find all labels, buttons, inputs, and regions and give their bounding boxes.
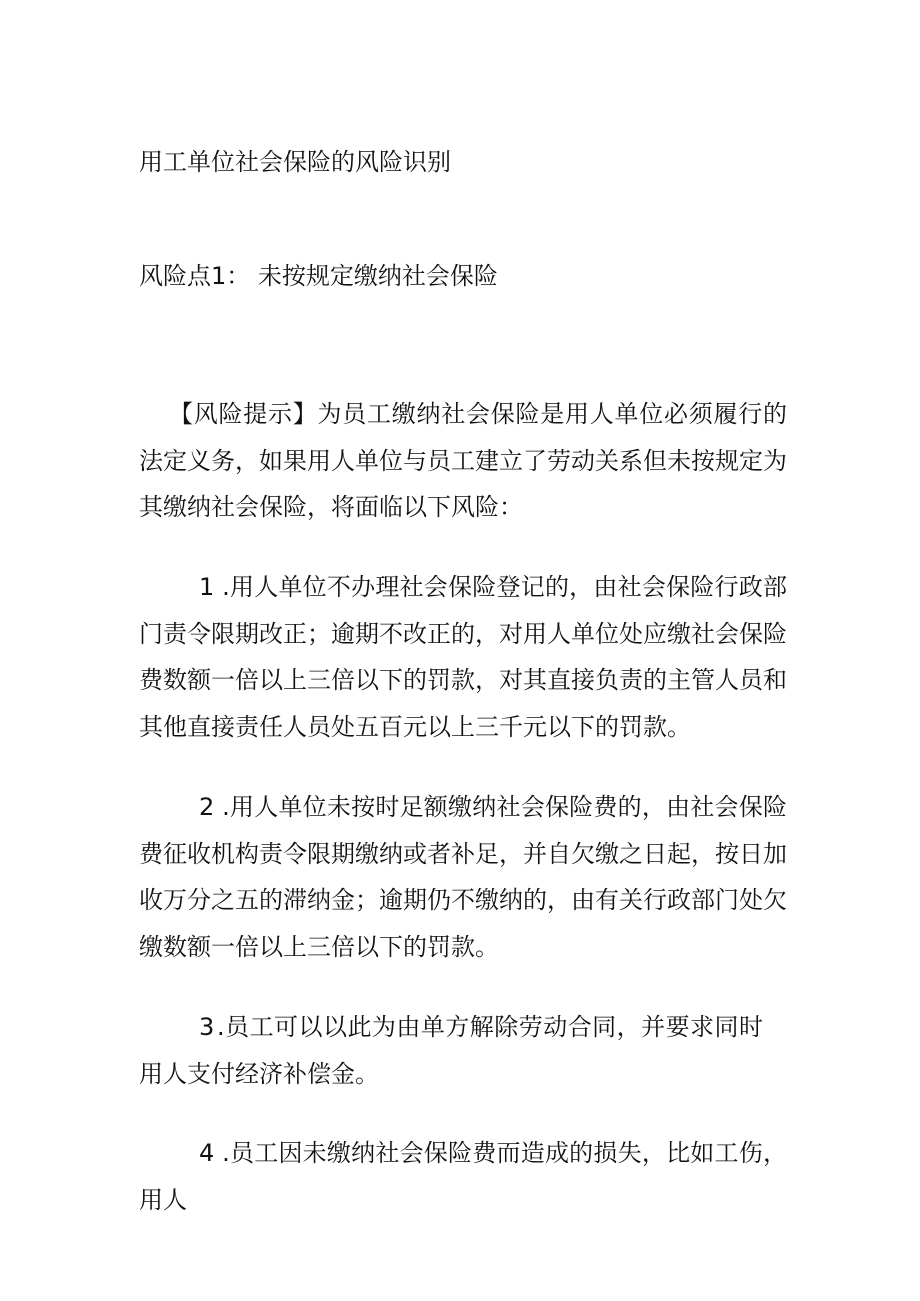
item-text: .用人单位不办理社会保险登记的，由社会保险行政部门责令限期改正；逾期不改正的，对用人单位处应缴社会保险费数额一倍以上三倍以下的罚款，对其直接负责的主管人员和其他直接责任人员处五百元以上三千元以下的罚款。 bbox=[139, 573, 787, 741]
document-title: 用工单位社会保险的风险识别 bbox=[139, 148, 451, 176]
item-number: 3 bbox=[199, 1013, 215, 1041]
list-item bbox=[139, 1004, 763, 1097]
list-item bbox=[139, 1130, 787, 1223]
item-number: 1 bbox=[199, 573, 215, 601]
risk-notice-paragraph: 【风险提示】为员工缴纳社会保险是用人单位必须履行的法定义务，如果用人单位与员工建立了劳动关系但未按规定为其缴纳社会保险，将面临以下风险： bbox=[139, 400, 787, 521]
item-number: 4 bbox=[199, 1139, 215, 1167]
list-item bbox=[139, 564, 787, 750]
risk-point-heading: 风险点1： 未按规定缴纳社会保险 bbox=[139, 262, 498, 290]
item-text: .员工可以以此为由单方解除劳动合同，并要求同时用人支付经济补偿金。 bbox=[139, 1013, 763, 1088]
item-text: .用人单位未按时足额缴纳社会保险费的，由社会保险费征收机构责令限期缴纳或者补足，并自欠缴之日起，按日加收万分之五的滞纳金；逾期仍不缴纳的，由有关行政部门处欠缴数额一倍以上三倍以下的罚款。 bbox=[139, 793, 787, 961]
list-item bbox=[139, 784, 787, 970]
item-number: 2 bbox=[199, 793, 215, 821]
item-text: .员工因未缴纳社会保险费而造成的损失，比如工伤，用人 bbox=[139, 1139, 787, 1214]
